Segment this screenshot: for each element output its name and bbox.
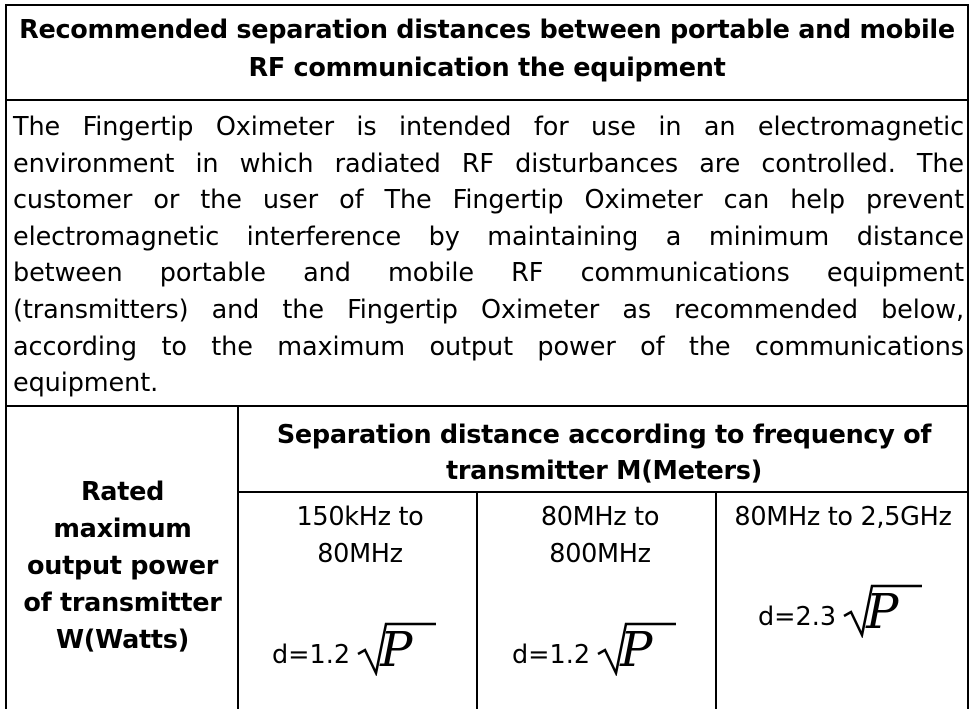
separation-header-divider [237, 491, 969, 493]
description-paragraph: The Fingertip Oximeter is intended for use in an electromagnetic environment in which radiated RF disturbances are controlled. The customer or the user of The Fingertip Oximeter can help prevent electromagnetic interference by maintaining a minimum distance between portable and mobile RF communications equipment (transmitters) and the Fingertip Oximeter as recommended below, according to the maximum output power of the communications equipment. [13, 112, 964, 399]
formula-coefficient: d=2.3 [758, 602, 837, 632]
title-divider [5, 99, 969, 101]
formula-col-1 [272, 620, 438, 676]
frequency-range-1: 150kHz to 80MHz [296, 502, 424, 569]
formula-col-3 [758, 582, 924, 638]
formula-col-2 [512, 620, 678, 676]
formula-coefficient: d=1.2 [272, 640, 351, 670]
table-title: Recommended separation distances between portable and mobile RF communication the equipment [19, 15, 955, 83]
row-header-divider [237, 405, 239, 709]
separation-distance-header: Separation distance according to frequency of transmitter M(Meters) [276, 420, 932, 486]
table-border-right [967, 4, 969, 709]
frequency-range-3: 80MHz to 2,5GHz [734, 502, 952, 532]
formula-variable: P [866, 584, 899, 640]
table-border-top [5, 4, 969, 6]
description-divider [5, 405, 969, 407]
square-root-icon [596, 620, 678, 676]
formula-variable: P [380, 622, 413, 678]
formula-coefficient: d=1.2 [512, 640, 591, 670]
frequency-range-2: 80MHz to 800MHz [540, 502, 660, 569]
square-root-icon [356, 620, 438, 676]
square-root-icon [842, 582, 924, 638]
rated-power-header: Rated maximum output power of transmitter W(Watts) [23, 477, 222, 655]
table-border-left [5, 4, 7, 709]
formula-variable: P [620, 622, 653, 678]
column-divider-1 [476, 491, 478, 709]
